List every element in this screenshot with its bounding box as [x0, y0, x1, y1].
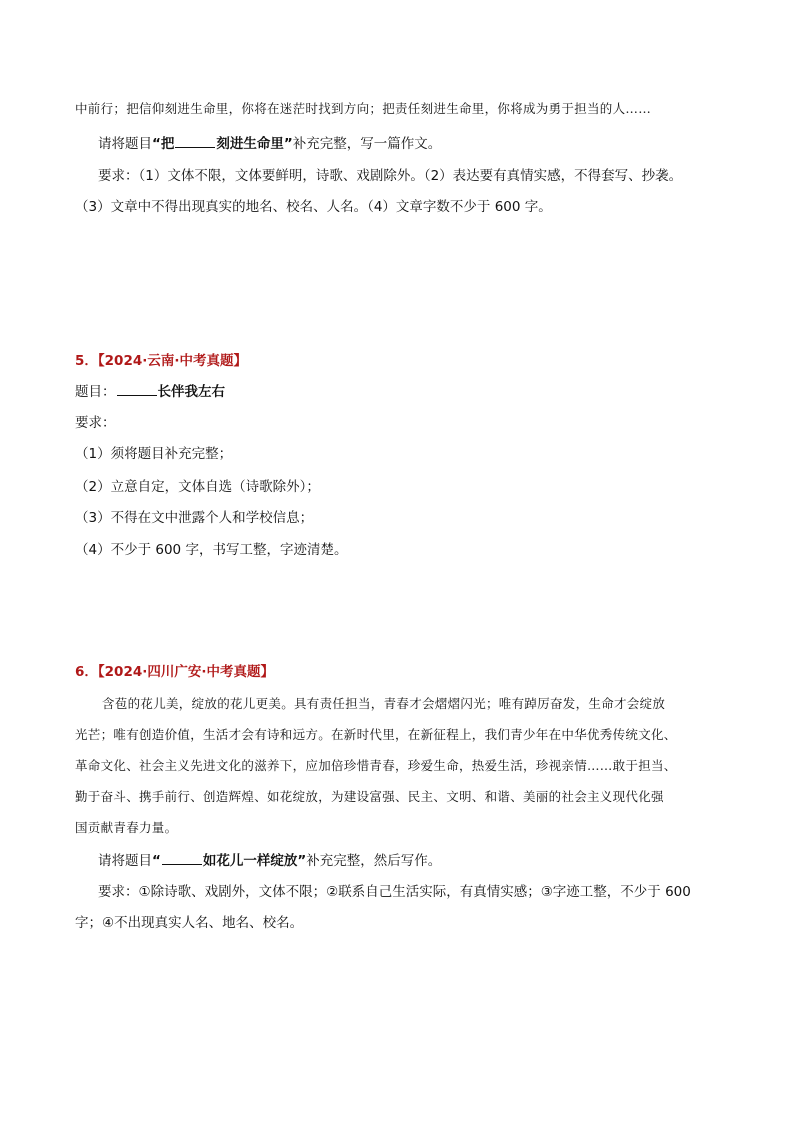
title-blank: [175, 135, 215, 148]
requirement-item: （4）不少于 600 字，书写工整，字迹清楚。: [75, 542, 348, 558]
requirement-item: （3）不得在文中泄露个人和学校信息；: [75, 510, 314, 526]
essay-title: 题目： 长伴我左右: [75, 384, 225, 400]
requirement-item: （2）立意自定，文体自选（诗歌除外）；: [75, 479, 320, 495]
requirements-line: （3）文章中不得出现真实的地名、校名、人名。（4）文章字数不少于 600 字。: [75, 199, 552, 215]
question-source: 【2024·云南·中考真题】: [97, 353, 247, 369]
question-header: [75, 351, 247, 371]
essay-prompt: 请将题目“ 如花儿一样绽放”补充完整，然后写作。: [98, 853, 442, 869]
requirements-line: 要求：①除诗歌、戏剧外，文体不限；②联系自己生活实际，有真情实感；③字迹工整，不少于 600: [98, 884, 691, 900]
passage-line: 革命文化、社会主义先进文化的滋养下，应加倍珍惜青春，珍爱生命，热爱生活，珍视亲情……敢于担当、: [75, 758, 677, 773]
requirements-line: 要求：（1）文体不限，文体要鲜明，诗歌、戏剧除外。（2）表达要有真情实感，不得套写、抄袭。: [98, 168, 683, 184]
question-number: 6．: [75, 664, 98, 680]
requirement-item: （1）须将题目补充完整；: [75, 446, 233, 462]
requirements-label: 要求：: [75, 415, 116, 431]
title-blank: [162, 852, 202, 865]
title-blank: [117, 383, 157, 396]
requirements-line: 字；④不出现真实人名、地名、校名。: [75, 915, 304, 931]
question-header: [75, 662, 274, 682]
passage-line: 国贡献青春力量。: [75, 820, 178, 835]
passage-line: 勤于奋斗、携手前行、创造辉煌、如花绽放，为建设富强、民主、文明、和谐、美丽的社会主义现代化强: [75, 789, 664, 804]
question-source: 【2024·四川广安·中考真题】: [97, 664, 274, 680]
passage-line: 含苞的花儿美，绽放的花儿更美。具有责任担当，青春才会熠熠闪光；唯有踔厉奋发，生命才会绽放: [102, 696, 666, 711]
essay-prompt: 请将题目“把 刻进生命里”补充完整，写一篇作文。: [98, 136, 442, 152]
passage-line: 光芒；唯有创造价值，生活才会有诗和远方。在新时代里，在新征程上，我们青少年在中华优秀传统文化、: [75, 727, 677, 742]
question-number: 5．: [75, 353, 98, 369]
passage-continuation: 中前行；把信仰刻进生命里，你将在迷茫时找到方向；把责任刻进生命里，你将成为勇于担当的人……: [75, 101, 652, 116]
